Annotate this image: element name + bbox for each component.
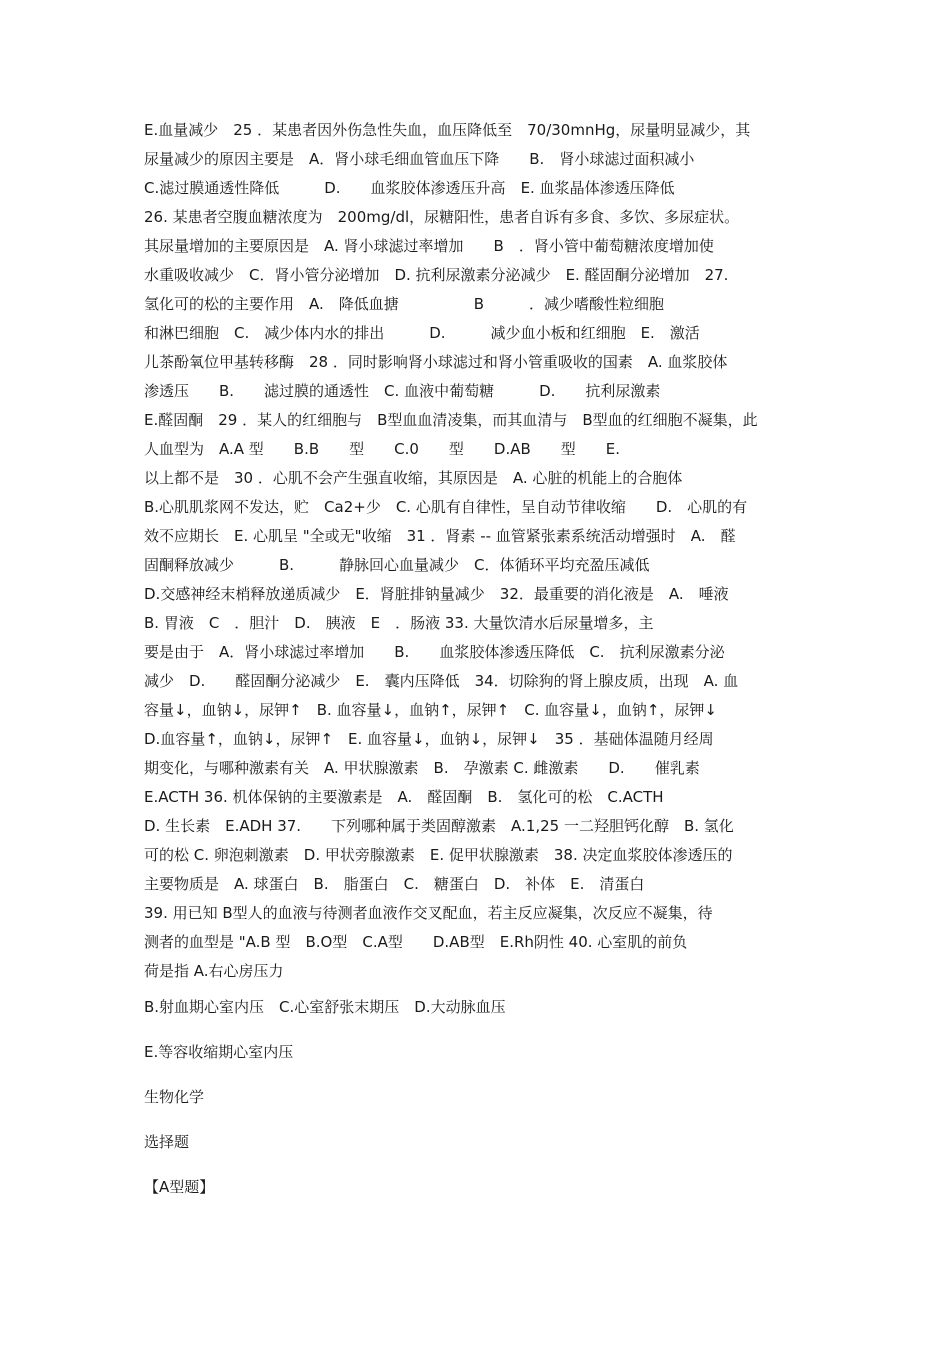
text-line: 要是由于 A．肾小球滤过率增加 B. 血浆胶体渗透压降低 C. 抗利尿激素分泌: [144, 643, 725, 661]
text-line: B.心肌肌浆网不发达，贮 Ca2+少 C. 心肌有自律性，呈自动节律收缩 D. 心肌的有: [144, 498, 748, 516]
text-line: 以上都不是 30 ．心肌不会产生强直收缩，其原因是 A. 心脏的机能上的合胞体: [144, 469, 683, 487]
text-line: 减少 D. 醛固酮分泌减少 E. 囊内压降低 34．切除狗的肾上腺皮质，出现 A. 血: [144, 672, 739, 690]
section-title: 生物化学: [144, 1088, 205, 1106]
text-line: 和淋巴细胞 C. 减少体内水的排出 D. 减少血小板和红细胞 E. 激活: [144, 324, 700, 342]
text-line: 尿量减少的原因主要是 A．肾小球毛细血管血压下降 B. 肾小球滤过面积减小: [144, 150, 695, 168]
text-line: B. 胃液 C ．胆汁 D. 胰液 E ．肠液 33. 大量饮清水后尿量增多，主: [144, 614, 654, 632]
text-line: 荷是指 A.右心房压力: [144, 962, 284, 980]
text-line: 氢化可的松的主要作用 A. 降低血搪 B ．减少嗜酸性粒细胞: [144, 295, 665, 313]
text-line: 26. 某患者空腹血糖浓度为 200mg/dl，尿糖阳性，患者自诉有多食、多饮、多尿症状。: [144, 208, 740, 226]
answer-options-line: B.射血期心室内压 C.心室舒张末期压 D.大动脉血压: [144, 998, 506, 1016]
text-line: 期变化，与哪种激素有关 A. 甲状腺激素 B. 孕激素 C. 雌激素 D. 催乳素: [144, 759, 700, 777]
text-line: D.血容量↑，血钠↓，尿钾↑ E. 血容量↓，血钠↓，尿钾↓ 35 ．基础体温随月经周: [144, 730, 714, 748]
text-line: C.滤过膜通透性降低 D. 血浆胶体渗透压升高 E. 血浆晶体渗透压降低: [144, 179, 675, 197]
text-line: 其尿量增加的主要原因是 A. 肾小球滤过率增加 B ．肾小管中葡萄糖浓度增加使: [144, 237, 714, 255]
text-line: E.ACTH 36. 机体保钠的主要激素是 A. 醛固酮 B. 氢化可的松 C.ACTH: [144, 788, 664, 806]
question-text-block: [144, 116, 806, 986]
text-line: 渗透压 B. 滤过膜的通透性 C. 血液中葡萄糖 D. 抗利尿激素: [144, 382, 661, 400]
text-line: 39. 用已知 B型人的血液与待测者血液作交叉配血，若主反应凝集，次反应不凝集，待: [144, 904, 713, 922]
text-line: 儿茶酚氧位甲基转移酶 28 ．同时影响肾小球滤过和肾小管重吸收的国素 A. 血浆胶体: [144, 353, 728, 371]
text-line: 测者的血型是 "A.B 型 B.O型 C.A型 D.AB型 E.Rh阴性 40. 心室肌的前负: [144, 933, 688, 951]
text-line: 容量↓，血钠↓，尿钾↑ B. 血容量↓，血钠↑，尿钾↑ C. 血容量↓，血钠↑，尿钾↓: [144, 701, 717, 719]
text-line: 人血型为 A.A 型 B.B 型 C.0 型 D.AB 型 E.: [144, 440, 621, 458]
text-line: D. 生长素 E.ADH 37. 下列哪种属于类固醇激素 A.1,25 一二羟胆钙化醇 B. 氢化: [144, 817, 734, 835]
text-line: E.血量减少 25 ．某患者因外伤急性失血，血压降低至 70/30mnHg，尿量明显减少，其: [144, 121, 751, 139]
text-line: 固酮释放减少 B. 静脉回心血量减少 C．体循环平均充盈压减低: [144, 556, 650, 574]
text-line: 水重吸收减少 C．肾小管分泌增加 D. 抗利尿激素分泌减少 E. 醛固酮分泌增加 27.: [144, 266, 729, 284]
text-line: E.醛固酮 29 ．某人的红细胞与 B型血血清凌集，而其血清与 B型血的红细胞不凝集，此: [144, 411, 758, 429]
text-line: 主要物质是 A. 球蛋白 B. 脂蛋白 C. 糖蛋白 D. 补体 E. 清蛋白: [144, 875, 645, 893]
subsection-title: 选择题: [144, 1133, 190, 1151]
answer-option-e: E.等容收缩期心室内压: [144, 1043, 294, 1061]
question-type-heading: 【A型题】: [144, 1178, 215, 1196]
text-line: 可的松 C. 卵泡刺激素 D. 甲状旁腺激素 E. 促甲状腺激素 38. 决定血浆胶体渗透压的: [144, 846, 733, 864]
text-line: 效不应期长 E. 心肌呈 "全或无"收缩 31 ．肾素 -- 血管紧张素系统活动增强时 A. 醛: [144, 527, 736, 545]
text-line: D.交感神经末梢释放递质减少 E．肾脏排钠量减少 32．最重要的消化液是 A. 唾液: [144, 585, 729, 603]
